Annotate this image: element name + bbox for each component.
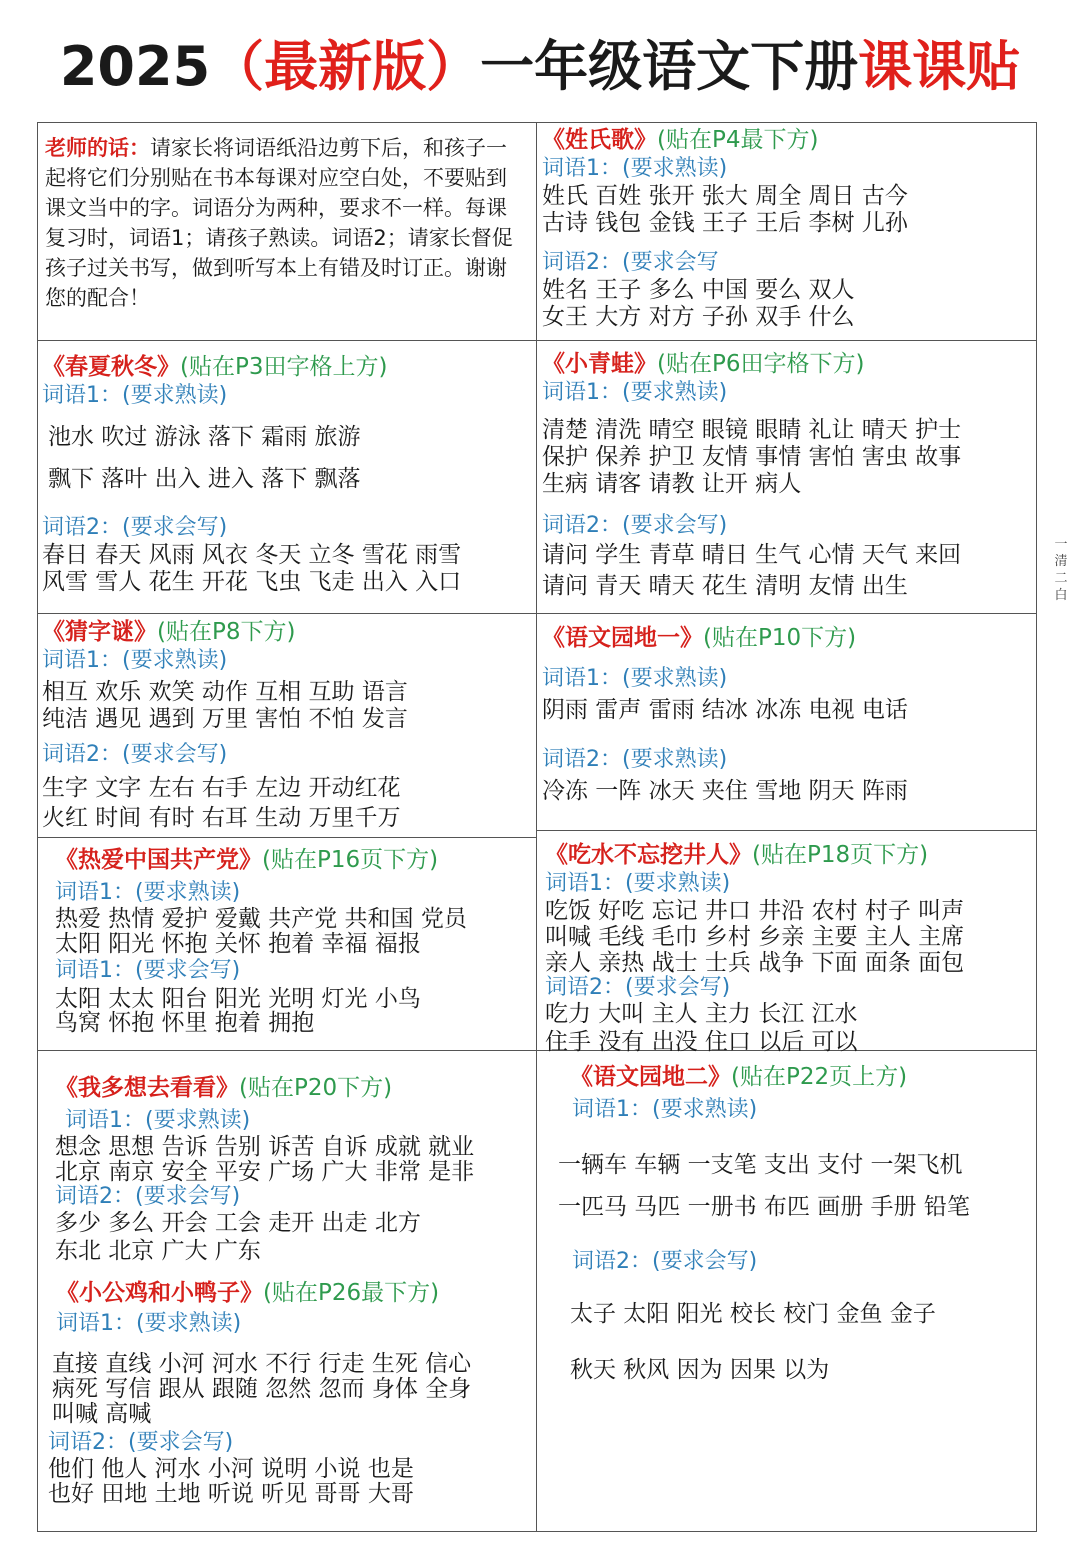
words-2-list [545, 1000, 1033, 1056]
word-line: 太阳 阳光 怀抱 关怀 抱着 幸福 福报 [55, 931, 421, 957]
word-line: 冷冻 一阵 冰天 夹住 雪地 阴天 阵雨 [542, 778, 908, 804]
words-1-label: 词语1：(要求熟读) [55, 880, 241, 905]
word-line: 热爱 热情 爱护 爱戴 共产党 共和国 党员 [55, 906, 467, 932]
row-divider [37, 613, 1037, 614]
words-1-list [542, 697, 1032, 724]
lesson-title [55, 1073, 533, 1103]
words-1-label: 词语1：(要求熟读) [545, 871, 731, 896]
lesson-love-the-party [55, 845, 533, 1035]
words-1-list [48, 1352, 533, 1427]
lesson-location: (贴在P16页下方) [262, 847, 439, 873]
page-title [0, 22, 1080, 112]
word-line: 姓名 王子 多么 中国 要么 双人 [542, 277, 855, 303]
word-line: 吃力 大叫 主人 主力 长江 江水 [545, 1001, 858, 1027]
teacher-note-text: 请家长将词语纸沿边剪下后，和孩子一起将它们分别贴在书本每课对应空白处，不要贴到课文当中的字。词语分为两种，要求不一样。每课复习时，词语1；请孩子熟读。词语2；请家长督促孩子过关书写，做到听写本上有错及时订正。谢谢您的配合！ [45, 136, 513, 310]
column-divider [536, 122, 537, 1532]
words-2-list [48, 1457, 533, 1507]
words-1-label: 词语1：(要求熟读) [42, 383, 228, 408]
word-line: 古诗 钱包 金钱 王子 王后 李树 儿孙 [542, 210, 908, 236]
lesson-name: 《我多想去看看》 [55, 1075, 239, 1101]
words-1-label: 词语1：(要求熟读) [542, 666, 728, 691]
words-2-label: 词语2：(要求会写) [572, 1249, 758, 1274]
words-1-label: 词语1：(要求熟读) [542, 380, 728, 405]
lesson-name: 《姓氏歌》 [542, 127, 657, 153]
word-line: 太子 太阳 阳光 校长 校门 金鱼 金子 [570, 1301, 936, 1327]
lesson-i-want-to-see [55, 1073, 533, 1265]
word-line: 鸟窝 怀抱 怀里 抱着 拥抱 [55, 1010, 315, 1035]
word-line: 女王 大方 对方 子孙 双手 什么 [542, 304, 855, 330]
lesson-name: 《春夏秋冬》 [42, 354, 180, 380]
word-line: 火红 时间 有时 右耳 生动 万里千万 [42, 805, 401, 831]
lesson-seasons [42, 352, 532, 596]
word-line: 生病 请客 请教 让开 病人 [542, 471, 802, 497]
word-line: 一辆车 车辆 一支笔 支出 支付 一架飞机 [558, 1152, 963, 1178]
word-line: 想念 思想 告诉 告别 诉苦 自诉 成就 就业 [55, 1134, 475, 1160]
words-1-list [558, 1144, 1033, 1228]
word-line: 直接 直线 小河 河水 不行 行走 生死 信心 [52, 1351, 472, 1377]
lesson-name: 《语文园地一》 [542, 625, 703, 651]
word-line: 东北 北京 广大 广东 [55, 1238, 261, 1264]
words-2-label: 词语2：(要求会写) [48, 1430, 234, 1455]
word-line: 生字 文字 左右 右手 左边 开动红花 [42, 775, 401, 801]
word-line: 纯洁 遇见 遇到 万里 害怕 不怕 发言 [42, 706, 408, 732]
words-1-label: 词语1：(要求熟读) [42, 648, 228, 673]
lesson-title [48, 1278, 533, 1308]
word-line: 姓氏 百姓 张开 张大 周全 周日 古今 [542, 183, 908, 209]
word-line: 阴雨 雷声 雷雨 结冰 冰冻 电视 电话 [542, 697, 908, 723]
teacher-note [45, 133, 527, 313]
lesson-name: 《猜字谜》 [42, 619, 157, 645]
word-line: 病死 写信 跟从 跟随 忽然 忽而 身体 全身 [52, 1376, 472, 1402]
words-2-label: 词语2：(要求会写 [542, 250, 719, 275]
lesson-title [42, 352, 532, 382]
word-line: 亲人 亲热 战士 士兵 战争 下面 面条 面包 [545, 950, 965, 976]
teacher-note-lead: 老师的话： [45, 136, 150, 160]
words-2-list [558, 1286, 1033, 1398]
lesson-title [542, 349, 1032, 379]
title-year: 2025 [59, 35, 211, 98]
word-line: 池水 吹过 游泳 落下 霜雨 旅游 [48, 424, 361, 450]
row-divider [536, 830, 1037, 831]
words-1-label: 词语1：(要求熟读) [572, 1097, 758, 1122]
lesson-surname-song [542, 125, 1032, 331]
lesson-name: 《小公鸡和小鸭子》 [56, 1280, 263, 1306]
words-1-label: 词语1：(要求熟读) [56, 1311, 242, 1336]
word-line: 叫喊 毛线 毛巾 乡村 乡亲 主要 主人 主席 [545, 924, 965, 950]
word-line: 北京 南京 安全 平安 广场 广大 非常 是非 [55, 1159, 475, 1185]
lesson-name: 《吃水不忘挖井人》 [545, 842, 752, 868]
lesson-title [545, 840, 1033, 870]
words-2-label: 词语2：(要求会写) [542, 513, 728, 538]
word-line: 清楚 清洗 晴空 眼镜 眼睛 礼让 晴天 护士 [542, 417, 962, 443]
word-line: 也好 田地 土地 听说 听见 哥哥 大哥 [48, 1481, 414, 1507]
words-2-list [55, 987, 533, 1035]
lesson-title [558, 1062, 1033, 1092]
lesson-location: (贴在P3田字格上方) [180, 354, 388, 380]
words-2-label: 词语2：(要求会写) [42, 742, 228, 767]
word-line: 吃饭 好吃 忘记 井口 井沿 农村 村子 叫声 [545, 898, 965, 924]
lesson-title [42, 617, 532, 647]
lesson-title [55, 845, 533, 875]
words-1-list [42, 679, 532, 733]
words-1-label: 词语1：(要求熟读) [65, 1108, 251, 1133]
title-main: 一年级语文下册 [480, 35, 859, 98]
word-line: 飘下 落叶 出入 进入 落下 飘落 [48, 466, 361, 492]
words-2-label: 词语2：(要求会写) [55, 1184, 241, 1209]
lesson-title [542, 125, 1032, 155]
lesson-title [542, 623, 1032, 653]
lesson-location: (贴在P20下方) [239, 1075, 393, 1101]
words-1-list [542, 183, 1032, 237]
lesson-location: (贴在P8下方) [157, 619, 296, 645]
row-divider [37, 340, 1037, 341]
word-line: 多少 多么 开会 工会 走开 出走 北方 [55, 1210, 421, 1236]
words-2-list [542, 778, 1032, 805]
lesson-name: 《语文园地二》 [570, 1064, 731, 1090]
words-2-label: 词语1：(要求会写) [55, 958, 241, 983]
word-line: 保护 保养 护卫 友情 事情 害怕 害虫 故事 [542, 444, 962, 470]
words-1-list [545, 898, 1033, 976]
word-line: 请问 学生 青草 晴日 生气 心情 天气 来回 [542, 542, 962, 568]
title-edition: （最新版） [210, 35, 481, 98]
lesson-little-frog [542, 349, 1032, 602]
lesson-location: (贴在P26最下方) [263, 1280, 440, 1306]
lesson-character-riddle [42, 617, 532, 833]
words-1-list [55, 1135, 533, 1185]
lesson-rooster-and-duckling [48, 1278, 533, 1507]
word-line: 相互 欢乐 欢笑 动作 互相 互助 语言 [42, 679, 408, 705]
word-line: 他们 他人 河水 小河 说明 小说 也是 [48, 1456, 414, 1482]
words-1-label: 词语1：(要求熟读) [542, 156, 728, 181]
words-2-label: 词语2：(要求会写) [545, 975, 731, 1000]
lesson-location: (贴在P10下方) [703, 625, 857, 651]
lesson-chinese-garden-1 [542, 623, 1032, 805]
lesson-chinese-garden-2 [558, 1062, 1033, 1398]
lesson-name: 《热爱中国共产党》 [55, 847, 262, 873]
lesson-well-digger [545, 840, 1033, 1056]
word-line: 春日 春天 风雨 风衣 冬天 立冬 雪花 雨雪 [42, 542, 462, 568]
word-line: 风雪 雪人 花生 开花 飞虫 飞走 出入 入口 [42, 569, 462, 595]
words-2-list [542, 540, 1032, 602]
lesson-location: (贴在P4最下方) [657, 127, 819, 153]
lesson-location: (贴在P6田字格下方) [657, 351, 865, 377]
words-1-list [542, 417, 1032, 498]
words-1-list [55, 907, 533, 957]
words-2-list [542, 277, 1032, 331]
word-line: 一匹马 马匹 一册书 布匹 画册 手册 铅笔 [558, 1194, 970, 1220]
lesson-name: 《小青蛙》 [542, 351, 657, 377]
lesson-location: (贴在P18页下方) [752, 842, 929, 868]
word-line: 住手 没有 出没 住口 以后 可以 [545, 1029, 858, 1055]
title-accent: 课课贴 [858, 35, 1021, 98]
words-2-list [42, 542, 532, 596]
word-line: 太阳 太太 阳台 阳光 光明 灯光 小鸟 [55, 986, 421, 1012]
words-2-label: 词语2：(要求会写) [42, 515, 228, 540]
words-2-list [42, 773, 532, 833]
word-line: 请问 青天 晴天 花生 清明 友情 出生 [542, 573, 908, 599]
side-text: 一清二白 [1054, 537, 1068, 603]
word-line: 秋天 秋风 因为 因果 以为 [570, 1357, 830, 1383]
row-divider [37, 837, 536, 838]
words-2-label: 词语2：(要求熟读) [542, 747, 728, 772]
lesson-location: (贴在P22页上方) [731, 1064, 908, 1090]
words-2-list [55, 1209, 533, 1265]
words-1-list [42, 416, 532, 500]
word-line: 叫喊 高喊 [52, 1401, 152, 1427]
